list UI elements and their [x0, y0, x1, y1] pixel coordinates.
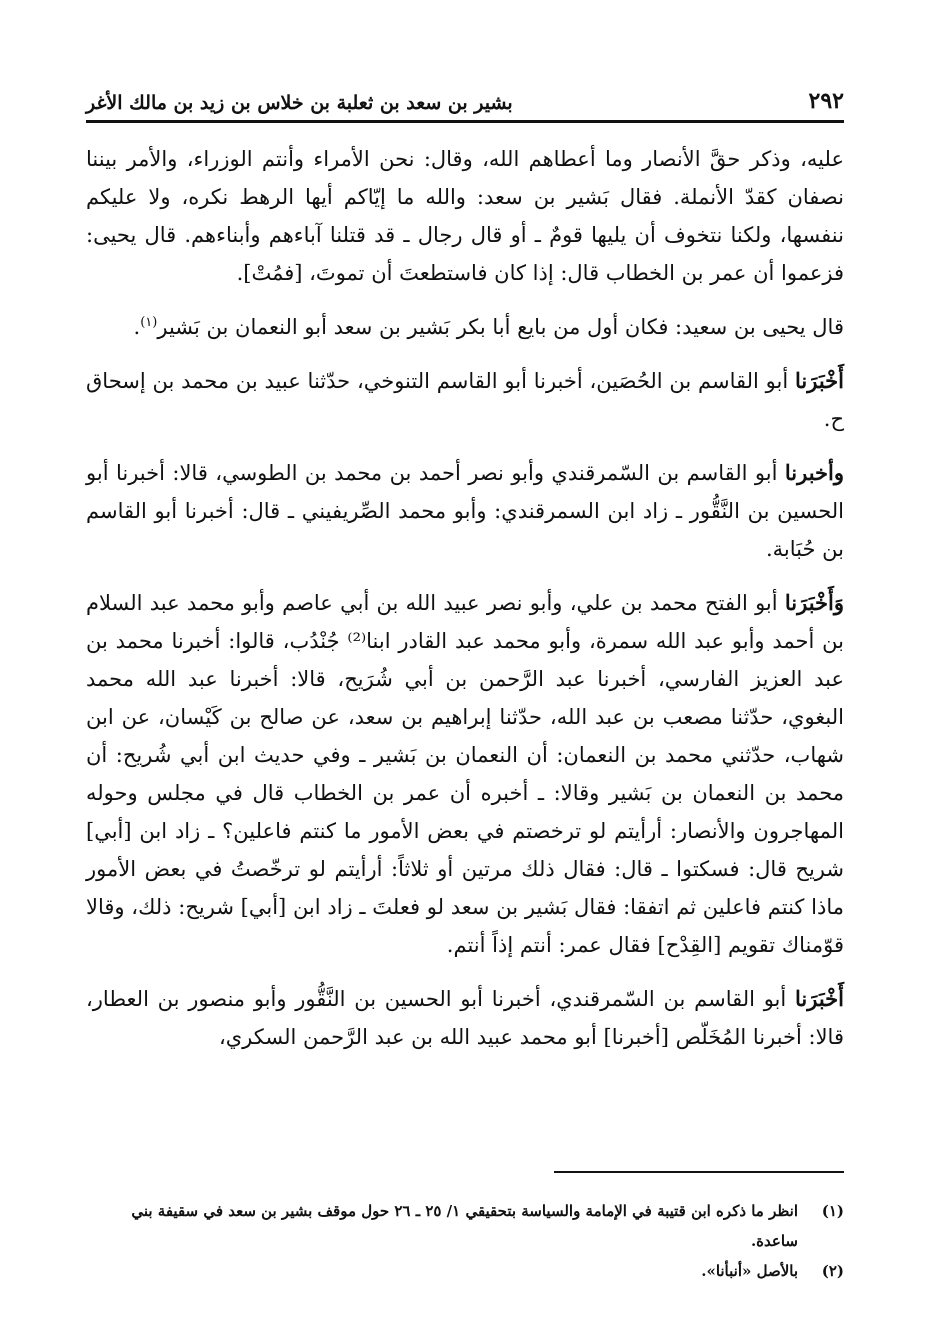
footnote-number: (٢) [821, 1262, 844, 1280]
footnote-number: (١) [821, 1202, 844, 1220]
paragraph [86, 584, 844, 964]
paragraph [86, 980, 844, 1056]
footnote-text: بالأصل «أنبأنا». [701, 1262, 798, 1280]
paragraph-lead: أَخْبَرَنا [795, 368, 844, 393]
paragraph-text: أبو القاسم بن السّمرقندي، أخبرنا أبو الحسين بن النَّقُّور وأبو منصور بن العطار، قالا: أخبرنا المُخَلّص [أخبرنا] أبو محمد عبيد الله بن عبد الرَّحمن السكري، [86, 987, 844, 1049]
footnote-ref: (١) [140, 315, 158, 330]
paragraph-lead: وَأَخْبَرَنا [784, 590, 844, 615]
main-text [86, 140, 844, 1066]
paragraph-text: أبو الفتح محمد بن علي، وأبو نصر عبيد الله بن أبي عاصم وأبو محمد عبد السلام بن أحمد وأبو عبد الله سمرة، وأبو محمد عبد القادر ابنا⁽²⁾ جُنْدُب، قالوا: أخبرنا محمد بن عبد العزيز الفارسي، أخبرنا عبد الرَّحمن بن أبي شُرَيح، قالا: أخبرنا عبد الله محمد البغوي، حدّثنا مصعب بن عبد الله، حدّثنا إبراهيم بن سعد، عن صالح بن كَيْسان، عن ابن شهاب، حدّثني محمد بن النعمان: أن النعمان بن بَشير ـ وفي حديث ابن أبي شُريح: أن محمد بن النعمان بن بَشير وقالا: ـ أخبره أن عمر بن الخطاب قال في مجلس وحوله المهاجرون والأنصار: أرأيتم لو ترخصتم في بعض الأمور ما كنتم فاعلين؟ ـ زاد ابن [أبي] شريح قال: فسكتوا ـ قال: فقال ذلك مرتين أو ثلاثاً: أرأيتم لو ترخّصتُ في بعض الأمور ماذا كنتم فاعلين ثم اتفقا: فقال بَشير بن سعد لو فعلتَ ـ زاد ابن [أبي] شريح: ذلك، وقالا قوّمناك تقويم [القِدْح] فقال عمر: أنتم إذاً أنتم. [86, 591, 844, 957]
footnote-text: انظر ما ذكره ابن قتيبة في الإمامة والسياسة بتحقيقي ١/ ٢٥ ـ ٢٦ حول موقف بشير بن سعد في سقيفة بني ساعدة. [131, 1202, 798, 1250]
paragraph-lead: وأخبرنا [784, 460, 844, 485]
footnote [86, 1256, 844, 1286]
page-number: ٢٩٢ [808, 88, 844, 114]
page-header [86, 74, 844, 123]
paragraph-text: أبو القاسم بن الحُصَين، أخبرنا أبو القاسم التنوخي، حدّثنا عبيد بن محمد بن إسحاق ح. [86, 369, 844, 431]
paragraph [86, 454, 844, 568]
footnote [86, 1196, 844, 1256]
paragraph-end: . [133, 315, 141, 339]
paragraph-text: أبو القاسم بن السّمرقندي وأبو نصر أحمد بن محمد بن الطوسي، قالا: أخبرنا أبو الحسين بن النَّقُّور ـ زاد ابن السمرقندي: وأبو محمد الصِّريفيني ـ قال: أخبرنا أبو القاسم بن حُبَابة. [86, 461, 844, 561]
footnote-divider [554, 1171, 844, 1173]
running-title: بشير بن سعد بن ثعلبة بن خلاس بن زيد بن مالك الأغر [86, 92, 513, 114]
footnotes [86, 1196, 844, 1286]
paragraph-text: قال يحيى بن سعيد: فكان أول من بايع أبا بكر بَشير بن سعد أبو النعمان بن بَشير [157, 315, 844, 339]
paragraph-text: عليه، وذكر حقَّ الأنصار وما أعطاهم الله، وقال: نحن الأمراء وأنتم الوزراء، والأمر بيننا نصفان كقدّ الأنملة. فقال بَشير بن سعد: والله ما إيّاكم أيها الرهط نكره، ولا عليكم ننفسها، ولكنا نتخوف أن يليها قومٌ ـ أو قال رجال ـ قد قتلنا آباءهم وأبناءهم. قال يحيى: فزعموا أن عمر بن الخطاب قال: إذا كان فاستطعتَ أن تموتَ، [فمُتْ]. [86, 147, 844, 285]
paragraph-lead: أَخْبَرَنا [795, 986, 844, 1011]
paragraph [86, 140, 844, 292]
paragraph [86, 362, 844, 438]
paragraph [86, 308, 844, 346]
